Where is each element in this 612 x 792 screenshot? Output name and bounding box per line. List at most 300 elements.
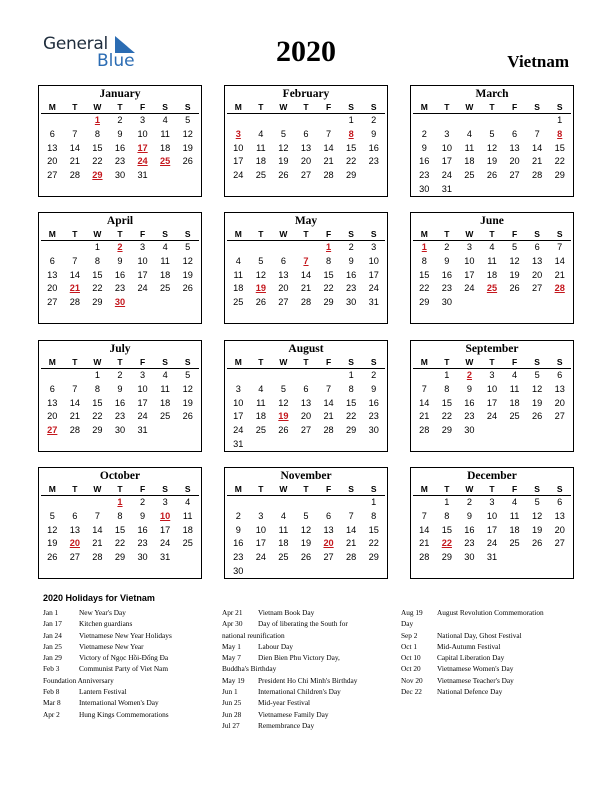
weekday-label: F	[317, 356, 340, 369]
day-grid	[39, 496, 201, 565]
day-cell: 31	[441, 183, 452, 194]
holiday-day-cell: 29	[92, 170, 103, 181]
holiday-day-cell: 8	[348, 128, 354, 139]
day-cell: 8	[326, 255, 332, 266]
weekday-label: S	[176, 101, 199, 114]
holiday-day-cell: 10	[160, 510, 171, 521]
weekday-label: W	[86, 228, 109, 241]
day-cell: 4	[162, 242, 168, 252]
weekday-label: S	[548, 101, 571, 114]
empty-day-cell	[41, 496, 64, 510]
day-cell: 18	[255, 156, 266, 167]
weekday-label: W	[272, 101, 295, 114]
holiday-entry	[401, 663, 576, 674]
holiday-day-cell: 20	[69, 538, 80, 549]
month-april	[38, 212, 202, 324]
day-cell: 5	[185, 370, 191, 380]
weekday-label: S	[176, 356, 199, 369]
holiday-date: Feb 8	[43, 687, 60, 697]
weekday-label: F	[131, 356, 154, 369]
day-cell: 26	[278, 170, 289, 181]
month-september	[410, 340, 574, 452]
empty-day-cell	[227, 241, 250, 255]
day-cell: 18	[278, 538, 289, 549]
weekday-label: S	[176, 228, 199, 241]
day-cell: 15	[346, 142, 357, 153]
day-cell: 31	[137, 425, 148, 436]
weekday-header	[39, 356, 201, 369]
day-cell: 19	[47, 538, 58, 549]
day-cell: 17	[464, 269, 475, 280]
holiday-day-cell: 1	[94, 115, 100, 125]
day-cell: 10	[137, 128, 148, 139]
day-cell: 3	[140, 242, 146, 252]
empty-day-cell	[340, 496, 363, 510]
holiday-date: Jul 27	[222, 720, 240, 730]
day-cell: 16	[233, 538, 244, 549]
day-cell: 15	[323, 269, 334, 280]
day-cell: 12	[532, 383, 543, 394]
holiday-day-cell: 19	[255, 283, 266, 294]
day-cell: 19	[182, 142, 193, 153]
day-cell: 25	[182, 538, 193, 549]
day-cell: 5	[534, 370, 540, 380]
day-cell: 8	[348, 383, 354, 394]
weekday-label: W	[458, 101, 481, 114]
day-cell: 29	[92, 297, 103, 308]
day-cell: 13	[47, 269, 58, 280]
holiday-entry	[222, 630, 397, 641]
holiday-date: Jan 29	[43, 653, 62, 663]
weekday-label: W	[272, 228, 295, 241]
holiday-name: Dien Bien Phu Victory Day,	[258, 653, 340, 663]
day-cell: 9	[466, 383, 472, 394]
empty-day-cell	[295, 369, 318, 383]
day-cell: 11	[160, 255, 170, 266]
holiday-name: Mid-year Festival	[258, 698, 311, 708]
day-cell: 22	[441, 411, 452, 422]
day-cell: 30	[464, 552, 475, 563]
weekday-label: T	[64, 101, 87, 114]
day-cell: 17	[368, 269, 379, 280]
day-cell: 19	[182, 397, 193, 408]
day-cell: 5	[534, 497, 540, 507]
holiday-list-column	[401, 607, 576, 697]
month-august	[224, 340, 388, 452]
day-cell: 13	[47, 397, 58, 408]
holiday-name: Day	[401, 619, 414, 629]
day-cell: 18	[182, 524, 193, 535]
holiday-entry	[401, 675, 576, 686]
holiday-entry	[43, 652, 213, 663]
holiday-entry	[43, 675, 213, 686]
day-cell: 22	[92, 156, 103, 167]
day-cell: 9	[348, 255, 354, 266]
weekday-label: T	[64, 228, 87, 241]
holiday-date: Jan 17	[43, 619, 62, 629]
day-cell: 26	[532, 538, 543, 549]
day-cell: 24	[137, 411, 148, 422]
holiday-list-column	[43, 607, 213, 720]
day-cell: 23	[114, 283, 126, 294]
day-cell: 13	[278, 269, 289, 280]
day-cell: 27	[554, 411, 565, 422]
day-cell: 22	[346, 411, 357, 422]
day-cell: 25	[255, 170, 266, 181]
empty-day-cell	[413, 114, 436, 128]
day-cell: 10	[255, 524, 266, 535]
holiday-entry	[43, 663, 213, 674]
day-cell: 19	[532, 397, 543, 408]
day-cell: 19	[509, 269, 520, 280]
day-cell: 22	[114, 538, 126, 549]
day-cell: 16	[114, 269, 126, 280]
day-cell: 16	[464, 524, 475, 535]
day-cell: 26	[182, 283, 193, 294]
weekday-label: W	[272, 356, 295, 369]
day-cell: 6	[303, 128, 309, 139]
holiday-name: New Year's Day	[79, 608, 126, 617]
holiday-date: Jun 28	[222, 709, 242, 719]
day-cell: 11	[464, 142, 475, 153]
empty-day-cell	[64, 241, 87, 255]
day-grid	[39, 241, 201, 310]
weekday-label: T	[295, 101, 318, 114]
day-cell: 29	[554, 170, 565, 181]
day-cell: 17	[255, 538, 266, 549]
holiday-date: Apr 30	[222, 619, 243, 629]
day-cell: 30	[368, 425, 379, 436]
day-cell: 31	[137, 170, 148, 181]
weekday-label: M	[41, 356, 64, 369]
weekday-label: T	[436, 228, 459, 241]
day-cell: 28	[323, 425, 334, 436]
holiday-day-cell: 1	[117, 497, 123, 507]
day-cell: 30	[419, 183, 430, 194]
holiday-day-cell: 8	[557, 128, 563, 139]
day-cell: 18	[509, 524, 520, 535]
day-cell: 12	[182, 128, 193, 139]
holiday-date: Jan 25	[43, 641, 62, 651]
weekday-label: F	[503, 356, 526, 369]
day-grid	[225, 369, 387, 452]
holiday-name: National Day, Ghost Festival	[437, 630, 522, 640]
day-cell: 31	[160, 552, 171, 563]
day-cell: 17	[137, 269, 148, 280]
day-cell: 26	[486, 170, 498, 181]
day-cell: 1	[557, 115, 563, 125]
day-cell: 1	[348, 115, 354, 125]
holiday-entry	[222, 652, 397, 663]
month-february	[224, 85, 388, 197]
day-cell: 10	[464, 255, 475, 266]
day-cell: 4	[258, 128, 264, 139]
day-grid	[39, 114, 201, 183]
day-cell: 29	[114, 552, 126, 563]
day-cell: 13	[554, 510, 565, 521]
weekday-label: M	[227, 483, 250, 496]
holiday-entry	[43, 607, 213, 618]
weekday-header	[39, 101, 201, 114]
day-cell: 2	[235, 510, 241, 521]
day-cell: 10	[486, 510, 498, 521]
day-cell: 3	[489, 370, 495, 380]
day-cell: 14	[69, 142, 80, 153]
day-cell: 11	[256, 142, 266, 153]
weekday-label: S	[340, 356, 363, 369]
weekday-label: T	[109, 356, 132, 369]
month-june	[410, 212, 574, 324]
country-name: Vietnam	[507, 52, 569, 71]
day-cell: 7	[326, 128, 332, 139]
day-cell: 4	[162, 370, 168, 380]
weekday-label: S	[362, 483, 385, 496]
weekday-label: T	[295, 483, 318, 496]
day-cell: 9	[235, 524, 241, 535]
holiday-name: Vietnamese Family Day	[258, 709, 329, 719]
day-cell: 21	[346, 538, 357, 549]
day-cell: 20	[47, 283, 58, 294]
day-cell: 6	[534, 242, 540, 252]
day-cell: 6	[326, 510, 332, 521]
weekday-label: T	[295, 356, 318, 369]
weekday-label: T	[436, 483, 459, 496]
holiday-entry	[43, 697, 213, 708]
day-cell: 4	[466, 128, 472, 139]
empty-day-cell	[272, 241, 295, 255]
weekday-label: S	[154, 101, 177, 114]
day-grid	[225, 241, 387, 310]
day-cell: 14	[419, 524, 430, 535]
day-cell: 9	[117, 383, 123, 394]
day-cell: 17	[137, 397, 148, 408]
empty-day-cell	[250, 114, 273, 128]
weekday-label: F	[131, 228, 154, 241]
weekday-label: S	[362, 228, 385, 241]
weekday-header	[39, 483, 201, 496]
day-cell: 28	[69, 297, 80, 308]
holiday-day-cell: 2	[117, 242, 123, 252]
holiday-date: Jun 25	[222, 698, 242, 708]
day-cell: 24	[233, 170, 244, 181]
day-cell: 3	[162, 497, 168, 507]
holiday-name: Mid-Autumn Festival	[437, 641, 501, 651]
holiday-date: Oct 1	[401, 641, 418, 651]
day-cell: 24	[464, 283, 475, 294]
day-cell: 28	[532, 170, 543, 181]
day-cell: 9	[466, 510, 472, 521]
month-name: December	[467, 470, 517, 482]
day-cell: 4	[489, 242, 495, 252]
day-cell: 9	[421, 142, 427, 153]
month-name: August	[288, 343, 324, 355]
day-cell: 23	[346, 283, 357, 294]
day-cell: 9	[117, 255, 123, 266]
day-cell: 12	[532, 510, 543, 521]
day-cell: 15	[441, 397, 452, 408]
weekday-label: F	[131, 101, 154, 114]
day-cell: 27	[532, 283, 543, 294]
logo-text-blue: Blue	[97, 51, 135, 71]
empty-day-cell	[272, 369, 295, 383]
day-grid	[411, 496, 573, 565]
day-cell: 28	[419, 425, 430, 436]
day-cell: 23	[114, 156, 126, 167]
day-cell: 25	[464, 170, 475, 181]
weekday-label: M	[413, 356, 436, 369]
holiday-name: Vietnamese New Year Holidays	[79, 630, 172, 640]
weekday-label: T	[250, 483, 273, 496]
holiday-name: Buddha's Birthday	[222, 664, 277, 674]
day-cell: 24	[368, 283, 379, 294]
day-cell: 5	[258, 255, 264, 266]
holiday-day-cell: 7	[303, 255, 309, 266]
day-cell: 16	[114, 397, 126, 408]
day-cell: 4	[258, 383, 264, 394]
holiday-name: Hung Kings Commemorations	[79, 709, 169, 719]
weekday-label: T	[481, 483, 504, 496]
day-cell: 8	[371, 510, 377, 521]
empty-day-cell	[250, 369, 273, 383]
day-cell: 20	[509, 156, 520, 167]
day-cell: 12	[47, 524, 58, 535]
empty-day-cell	[41, 114, 64, 128]
holiday-name: Remembrance Day	[258, 720, 315, 730]
day-cell: 7	[534, 128, 540, 139]
day-cell: 12	[255, 269, 266, 280]
holiday-name: August Revolution Commemoration	[437, 608, 544, 617]
day-cell: 9	[371, 383, 377, 394]
day-cell: 2	[117, 370, 123, 380]
day-cell: 22	[92, 283, 103, 294]
day-cell: 18	[160, 397, 171, 408]
day-cell: 13	[554, 383, 565, 394]
day-cell: 11	[256, 397, 266, 408]
day-cell: 27	[300, 425, 312, 436]
weekday-label: T	[64, 356, 87, 369]
empty-day-cell	[272, 496, 295, 510]
weekday-label: T	[109, 483, 132, 496]
holiday-name: President Ho Chi Minh's Birthday	[258, 675, 358, 685]
holiday-entry	[43, 641, 213, 652]
empty-day-cell	[272, 114, 295, 128]
day-cell: 3	[466, 242, 472, 252]
day-cell: 11	[160, 383, 170, 394]
weekday-label: S	[176, 483, 199, 496]
day-cell: 17	[486, 397, 498, 408]
day-cell: 9	[117, 128, 123, 139]
day-cell: 22	[323, 283, 334, 294]
day-cell: 2	[371, 370, 377, 380]
day-cell: 24	[441, 170, 452, 181]
day-cell: 2	[421, 128, 427, 139]
weekday-label: F	[317, 101, 340, 114]
holiday-name: National Defence Day	[437, 687, 503, 697]
day-cell: 10	[441, 142, 452, 153]
weekday-label: S	[526, 228, 549, 241]
day-cell: 14	[92, 524, 103, 535]
empty-day-cell	[526, 114, 549, 128]
day-cell: 6	[49, 128, 55, 139]
day-cell: 15	[346, 397, 357, 408]
day-cell: 27	[300, 170, 312, 181]
holidays-heading: 2020 Holidays for Vietnam	[43, 593, 155, 603]
day-cell: 11	[233, 269, 244, 280]
day-cell: 12	[300, 524, 312, 535]
weekday-label: S	[526, 101, 549, 114]
empty-day-cell	[317, 369, 340, 383]
day-cell: 15	[92, 397, 103, 408]
weekday-header	[225, 228, 387, 241]
day-cell: 31	[368, 297, 379, 308]
empty-day-cell	[64, 369, 87, 383]
day-cell: 3	[444, 128, 450, 139]
day-cell: 27	[278, 297, 289, 308]
day-cell: 29	[92, 425, 103, 436]
day-cell: 20	[47, 156, 58, 167]
day-cell: 27	[69, 552, 80, 563]
holiday-day-cell: 19	[278, 411, 289, 422]
weekday-label: S	[548, 228, 571, 241]
day-cell: 28	[419, 552, 430, 563]
day-cell: 17	[441, 156, 452, 167]
day-grid	[411, 241, 573, 310]
empty-day-cell	[250, 496, 273, 510]
day-cell: 28	[346, 552, 357, 563]
day-cell: 30	[114, 425, 126, 436]
day-cell: 2	[371, 115, 377, 125]
day-cell: 16	[419, 156, 430, 167]
holiday-day-cell: 30	[114, 297, 126, 308]
holiday-entry	[401, 686, 576, 697]
day-cell: 25	[160, 283, 171, 294]
holiday-date: Oct 10	[401, 653, 421, 663]
month-name: April	[106, 215, 134, 227]
day-cell: 8	[94, 383, 100, 394]
holiday-date: Feb 3	[43, 664, 60, 674]
month-may	[224, 212, 388, 324]
day-cell: 11	[278, 524, 289, 535]
month-name: October	[99, 470, 141, 482]
weekday-label: S	[154, 483, 177, 496]
day-cell: 13	[532, 255, 543, 266]
holiday-name: Day of liberating the South for	[258, 619, 348, 629]
day-cell: 14	[554, 255, 565, 266]
holiday-name: Lantern Festival	[79, 687, 127, 697]
day-cell: 18	[509, 397, 520, 408]
day-cell: 21	[300, 283, 312, 294]
day-cell: 1	[444, 497, 450, 507]
weekday-header	[411, 101, 573, 114]
weekday-label: F	[503, 101, 526, 114]
weekday-label: T	[481, 101, 504, 114]
day-cell: 14	[69, 397, 80, 408]
day-cell: 2	[444, 242, 450, 252]
day-cell: 1	[94, 370, 100, 380]
day-cell: 19	[278, 156, 289, 167]
day-cell: 14	[69, 269, 80, 280]
day-cell: 29	[441, 425, 452, 436]
day-cell: 5	[489, 128, 495, 139]
day-cell: 21	[323, 156, 334, 167]
day-cell: 11	[509, 510, 520, 521]
holiday-name: Kitchen guardians	[79, 619, 133, 629]
day-cell: 20	[300, 156, 312, 167]
empty-day-cell	[503, 114, 526, 128]
day-cell: 1	[348, 370, 354, 380]
holiday-name: International Children's Day	[258, 687, 341, 697]
day-cell: 20	[532, 269, 543, 280]
